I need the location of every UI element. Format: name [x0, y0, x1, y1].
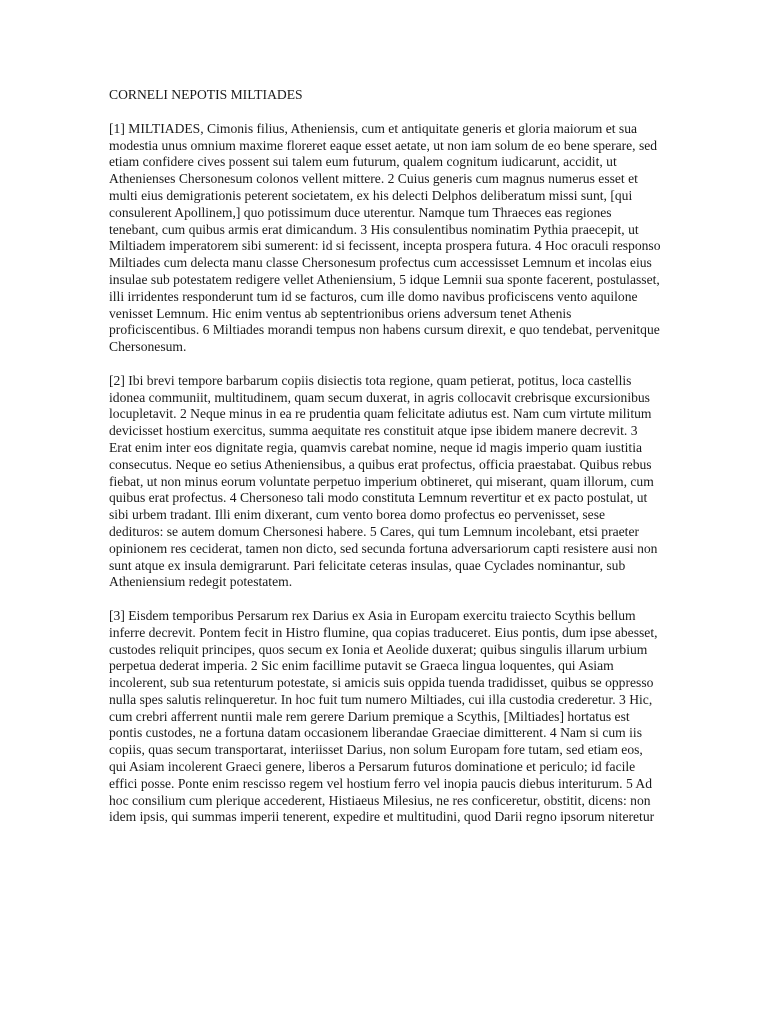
document-body — [109, 87, 661, 843]
paragraph-chapter-3: [3] Eisdem temporibus Persarum rex Darius ex Asia in Europam exercitu traiecto Scythis bellum inferre decrevit. Pontem fecit in Histro flumine, qua copias traduceret. Eius pontis, dum ipse abesset, custodes reliquit principes, quos secum ex Ionia et Aeolide duxerat; quibus singulis illarum urbium perpetua dederat imperia. 2 Sic enim facillime putavit se Graeca lingua loquentes, qui Asiam incolerent, sub sua retenturum potestate, si amicis suis oppida tuenda tradidisset, quibus se oppresso nulla spes salutis relinqueretur. In hoc fuit tum numero Miltiades, cui illa custodia crederetur. 3 Hic, cum crebri afferrent nuntii male rem gerere Darium premique a Scythis, [Miltiades] hortatus est pontis custodes, ne a fortuna datam occasionem liberandae Graeciae dimitterent. 4 Nam si cum iis copiis, quas secum transportarat, interiisset Darius, non solum Europam fore tutam, sed etiam eos, qui Asiam incolerent Graeci genere, liberos a Persarum futuros dominatione et periculo; id facile effici posse. Ponte enim rescisso regem vel hostium ferro vel inopia paucis diebus interiturum. 5 Ad hoc consilium cum plerique accederent, Histiaeus Milesius, ne res conficeretur, obstitit, dicens: non idem ipsis, qui summas imperii tenerent, expedire et multitudini, quod Darii regno ipsorum niteretur — [109, 607, 658, 825]
paragraph-chapter-2: [2] Ibi brevi tempore barbarum copiis disiectis tota regione, quam petierat, potitus, loca castellis idonea communiit, multitudinem, quam secum duxerat, in agris collocavit crebrisque excursionibus locupletavit. 2 Neque minus in ea re prudentia quam felicitate adiutus est. Nam cum virtute militum devicisset hostium exercitus, summa aequitate res constituit atque ipse ibidem manere decrevit. 3 Erat enim inter eos dignitate regia, quamvis carebat nomine, neque id magis imperio quam iustitia consecutus. Neque eo setius Atheniensibus, a quibus erat profectus, officia praestabat. Quibus rebus fiebat, ut non minus eorum voluntate perpetuo imperium obtineret, qui miserant, quam illorum, cum quibus erat profectus. 4 Chersoneso tali modo constituta Lemnum revertitur et ex pacto postulat, ut sibi urbem tradant. Illi enim dixerant, cum vento borea domo profectus eo pervenisset, sese dedituros: se autem domum Chersonesi habere. 5 Cares, qui tum Lemnum incolebant, etsi praeter opinionem res ceciderat, tamen non dicto, sed secunda fortuna adversariorum capti resistere ausi non sunt atque ex insula demigrarunt. Pari felicitate ceteras insulas, quae Cyclades nominantur, sub Atheniensium redegit potestatem. — [109, 372, 658, 590]
document-title: CORNELI NEPOTIS MILTIADES — [109, 87, 303, 102]
paragraph-chapter-1: [1] MILTIADES, Cimonis filius, Atheniensis, cum et antiquitate generis et gloria maiorum et sua modestia unus omnium maxime floreret eaque esset aetate, ut non iam solum de eo bene sperare, sed etiam confidere cives possent sui talem eum futurum, qualem cognitum iudicarunt, accidit, ut Athenienses Chersonesum colonos vellent mittere. 2 Cuius generis cum magnus numerus esset et multi eius demigrationis peterent societatem, ex his delecti Delphos deliberatum missi sunt, [qui consulerent Apollinem,] quo potissimum duce uterentur. Namque tum Thraeces eas regiones tenebant, cum quibus armis erat dimicandum. 3 His consulentibus nominatim Pythia praecepit, ut Miltiadem imperatorem sibi sumerent: id si fecissent, incepta prospera futura. 4 Hoc oraculi responso Miltiades cum delecta manu classe Chersonesum profectus cum accessisset Lemnum et incolas eius insulae sub potestatem redigere vellet Atheniensium, 5 idque Lemnii sua sponte facerent, postulasset, illi irridentes responderunt tum id se facturos, cum ille domo navibus proficiscens vento aquilone venisset Lemnum. Hic enim ventus ab septentrionibus oriens adversum tenet Athenis proficiscentibus. 6 Miltiades morandi tempus non habens cursum direxit, e quo tendebat, pervenitque Chersonesum. — [109, 120, 661, 355]
